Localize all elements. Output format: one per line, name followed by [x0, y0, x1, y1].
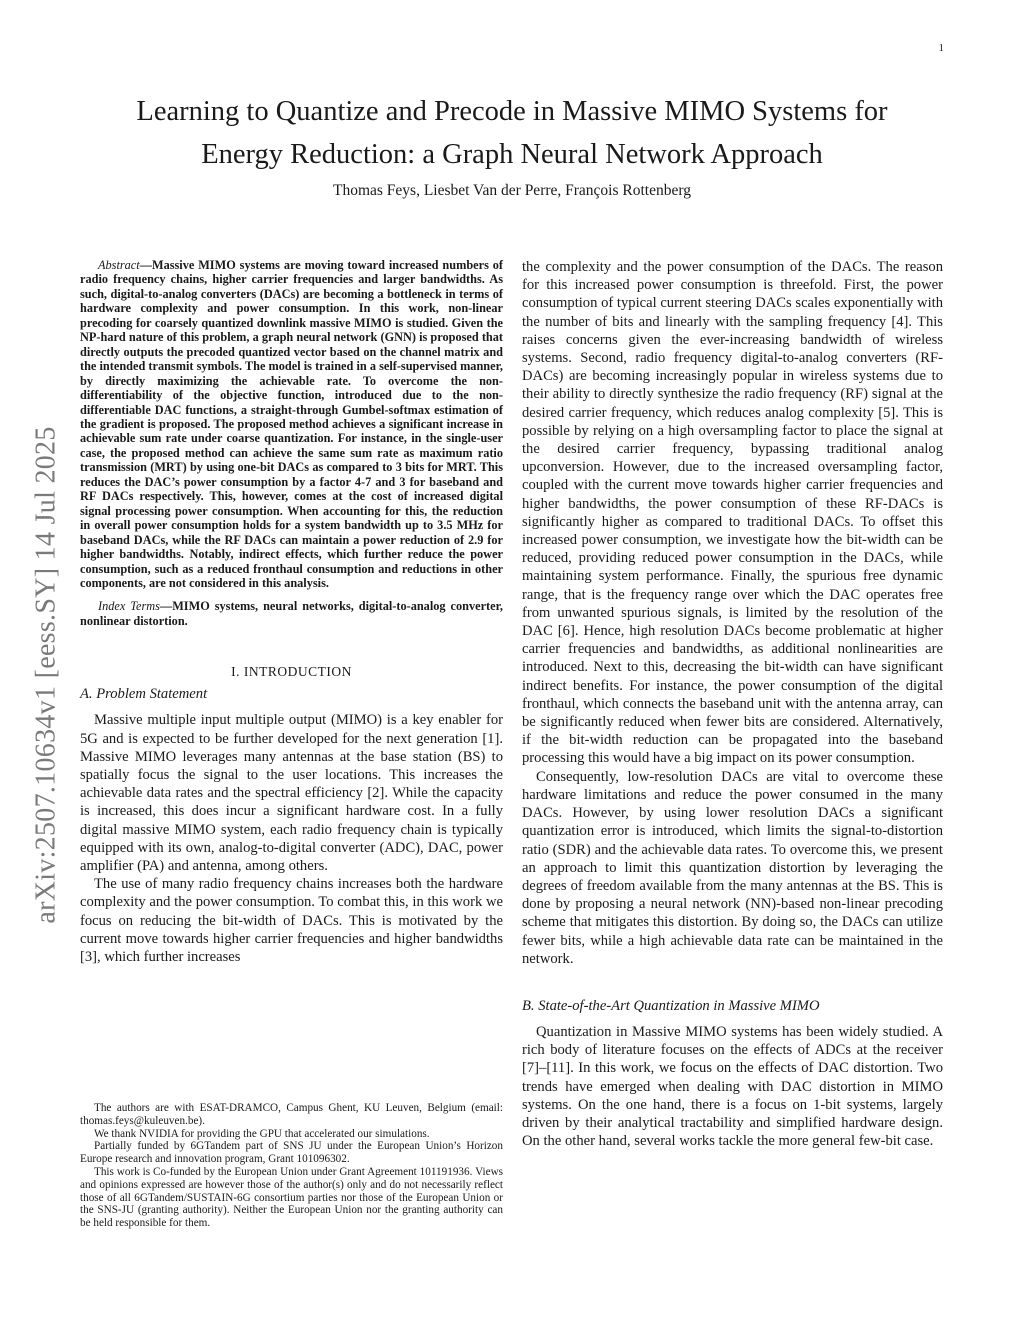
author-list: Thomas Feys, Liesbet Van der Perre, François Rottenberg — [332, 182, 691, 199]
paragraph: the complexity and the power consumption of the DACs. The reason for this increased power consumption is threefold. First, the power consumption of typical current steering DACs scales exponentially with the number of bits and linearly with the sampling frequency [4]. This raises concerns given the ever-increasing bandwidth of wireless systems. Second, radio frequency digital-to-analog converters (RF-DACs) are becoming increasingly popular in wireless systems due to their ability to directly synthesize the radio frequency (RF) signal at the desired carrier frequency, which reduces analog complexity [5]. This is possible by relying on a high oversampling factor to place the signal at the desired carrier frequency, bypassing traditional analog upconversion. However, due to the increased oversampling factor, coupled with the current move towards higher carrier frequencies and higher bandwidths, the power consumption of these RF-DACs is significantly higher as compared to traditional DACs. To offset this increased power consumption, we investigate how the bit-width can be reduced, providing reduced power consumption in the DACs, while maintaining system performance. Finally, the spurious free dynamic range, that is the frequency range over which the DAC operates free from unwanted spurious signals, is limited by the resolution of the DAC [6]. Hence, high resolution DACs become problematic at higher carrier frequencies and bandwidths, as additional nonlinearities are introduced. Next to this, decreasing the bit-width can have significant indirect benefits. For instance, the power consumption of the digital fronthaul, which connects the baseband unit with the antenna array, can be significantly reduced when fewer bits are considered. Alternatively, if the bit-width reduction can be propagated into the baseband processing this would have a big impact on its power consumption. — [522, 259, 943, 767]
arxiv-stamp — [32, 365, 62, 985]
footnote: This work is Co-funded by the European Union under Grant Agreement 101191936. Views and opinions expressed are however those of the author(s) only and do not necessarily reflect those of all 6GTandem/SUSTAIN-6G consortium parties nor those of the European Union or the SNS-JU (granting authority). Neither the European Union nor the granting authority can be held responsible for them. — [80, 1165, 503, 1230]
abstract — [80, 258, 503, 590]
arxiv-identifier: arXiv:2507.10634v1 [eess.SY] 14 Jul 2025 — [31, 426, 63, 924]
abstract-label: Abstract — [98, 258, 140, 272]
subsection-heading-state-of-the-art: B. State-of-the-Art Quantization in Massive MIMO — [522, 997, 820, 1014]
title-line-1: Learning to Quantize and Precode in Massive MIMO Systems for — [136, 96, 888, 127]
subsection-heading-problem-statement: A. Problem Statement — [80, 686, 208, 703]
paragraph: Massive multiple input multiple output (MIMO) is a key enabler for 5G and is expected to be further developed for the next generation [1]. Massive MIMO leverages many antennas at the base station (BS) to spatially focus the signal to the user locations. This increases the achievable data rates and the spectral efficiency [2]. While the capacity is increased, this does incur a significant hardware cost. In a fully digital massive MIMO system, each radio frequency chain is typically equipped with its own, analog-to-digital converter (ADC), DAC, power amplifier (PA) and antenna, among others. — [80, 712, 503, 874]
left-column — [80, 258, 503, 966]
paragraph: The use of many radio frequency chains increases both the hardware complexity and the power consumption. To combat this, in this work we focus on reducing the bit-width of DACs. This is motivated by the current move towards higher carrier frequencies and higher bandwidths [3], which further increases — [80, 876, 503, 965]
index-terms — [80, 599, 503, 628]
footnotes — [80, 1102, 503, 1230]
title-line-2: Energy Reduction: a Graph Neural Network Approach — [201, 139, 823, 170]
paragraph: Consequently, low-resolution DACs are vital to overcome these hardware limitations and reduce the power consumed in the many DACs. However, by using lower resolution DACs a significant quantization error is introduced, which limits the signal-to-distortion ratio (SDR) and the achievable data rates. To overcome this, we present an approach to limit this quantization distortion by leveraging the degrees of freedom available from the many antennas at the BS. This is done by proposing a neural network (NN)-based non-linear precoding scheme that mitigates this distortion. By doing so, the DACs can utilize fewer bits, while a high achievable data rate can be maintained in the network. — [522, 768, 943, 967]
footnote: The authors are with ESAT-DRAMCO, Campus Ghent, KU Leuven, Belgium (email: thomas.feys@kuleuven.be). — [80, 1102, 503, 1127]
paper-title — [60, 90, 964, 176]
footnote: We thank NVIDIA for providing the GPU that accelerated our simulations. — [94, 1127, 430, 1140]
footnote: Partially funded by 6GTandem part of SNS JU under the European Union’s Horizon Europe research and innovation program, Grant 101096302. — [80, 1140, 503, 1166]
right-column — [522, 258, 943, 1150]
paragraph: Quantization in Massive MIMO systems has been widely studied. A rich body of literature focuses on the effects of ADCs at the receiver [7]–[11]. In this work, we focus on the effects of DAC distortion. Two trends have emerged when dealing with DAC distortion in MIMO systems. On the one hand, there is a focus on 1-bit systems, largely driven by their analytical tractability and simplified hardware design. On the other hand, several works tackle the more general few-bit case. — [522, 1023, 943, 1150]
index-terms-text: —MIMO systems, neural networks, digital-to-analog converter, nonlinear distortion. — [80, 599, 503, 628]
index-terms-label: Index Terms — [98, 599, 160, 614]
section-heading-introduction: I. INTRODUCTION — [231, 664, 352, 680]
page-number: 1 — [938, 42, 944, 54]
abstract-text: —Massive MIMO systems are moving toward increased numbers of radio frequency chains, higher carrier frequencies and larger bandwidths. As such, digital-to-analog converters (DACs) are becoming a bottleneck in terms of hardware complexity and power consumption. In this work, non-linear precoding for coarsely quantized downlink massive MIMO is studied. Given the NP-hard nature of this problem, a graph neural network (GNN) is proposed that directly outputs the precoded quantized vector based on the channel matrix and the intended transmit symbols. The model is trained in a self-supervised manner, by directly maximizing the achievable rate. To overcome the non-differentiability of the objective function, introduced due to the non-differentiable DAC functions, a straight-through Gumbel-softmax estimation of the gradient is proposed. The proposed method achieves a significant increase in achievable sum rate under coarse quantization. For instance, in the single-user case, the proposed method can achieve the same sum rate as maximum ratio transmission (MRT) by using one-bit DACs as compared to 3 bits for MRT. This reduces the DAC’s power consumption by a factor 4-7 and 3 for baseband and RF DACs respectively. This, however, comes at the cost of increased digital signal processing power consumption. When accounting for this, the reduction in overall power consumption holds for a system bandwidth up to 3.5 MHz for baseband DACs, while the RF DACs can maintain a power reduction of 2.9 for higher bandwidths. Notably, indirect effects, which further reduce the power consumption, such as a reduced fronthaul consumption and reductions in other components, are not considered in this analysis. — [80, 258, 503, 590]
